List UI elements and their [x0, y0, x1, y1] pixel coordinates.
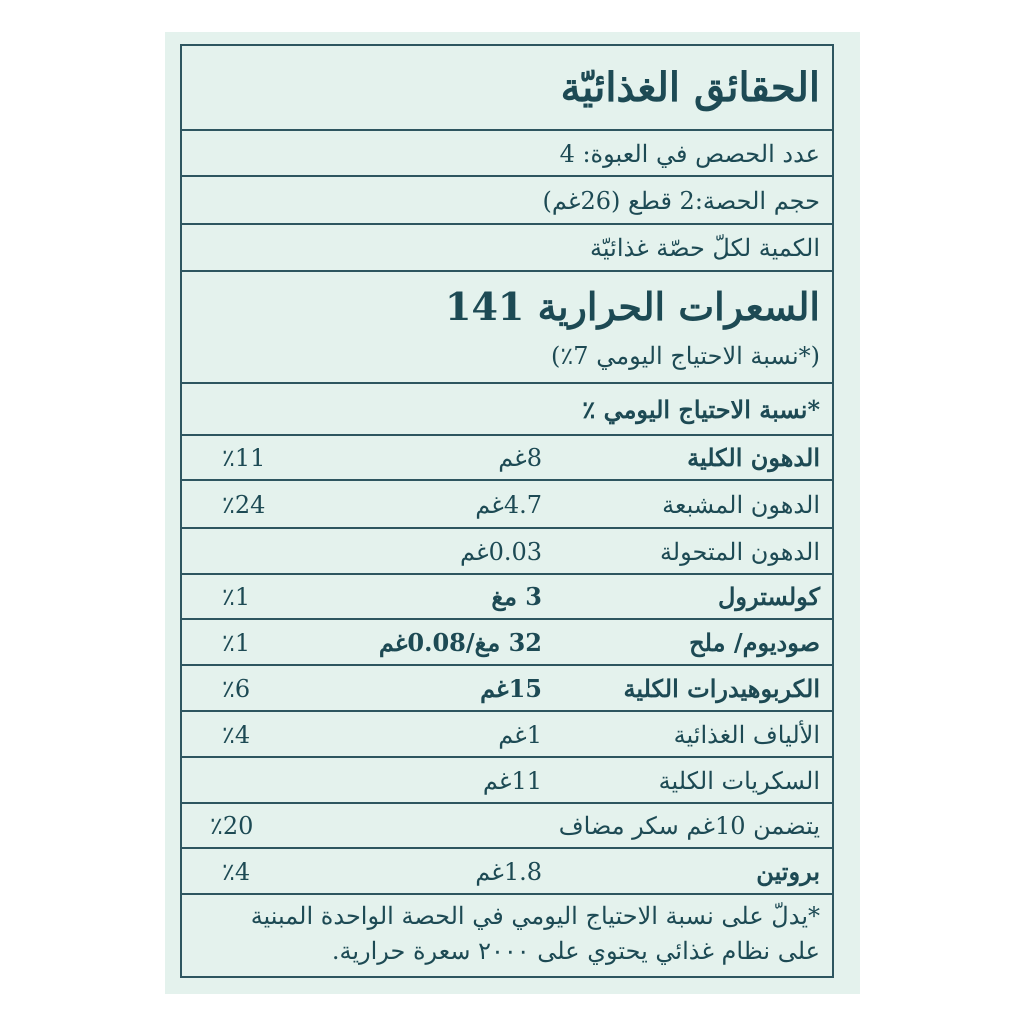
- nutrient-name: الألياف الغذائية: [673, 721, 820, 749]
- nutrient-amount: 4.7غم: [475, 491, 542, 519]
- added-sugar-text: يتضمن 10غم سكر مضاف: [558, 812, 820, 840]
- title-row: [182, 46, 832, 131]
- protein-name: بروتين: [756, 857, 820, 886]
- serving-size: حجم الحصة:2 قطع (26غم): [542, 187, 820, 215]
- nutrient-row: [182, 481, 832, 529]
- daily-value-header: *نسبة الاحتياج اليومي ٪: [582, 395, 820, 424]
- nutrient-daily-value: ٪1: [222, 583, 251, 611]
- nutrient-name: الكربوهيدرات الكلية: [623, 674, 820, 703]
- protein-daily-value: ٪4: [222, 858, 251, 886]
- nutrition-title: الحقائق الغذائيّة: [560, 64, 820, 111]
- amount-per-serving-row: [182, 225, 832, 272]
- nutrient-row: [182, 666, 832, 712]
- nutrient-name: صوديوم/ ملح: [689, 628, 820, 657]
- nutrient-daily-value: ٪11: [222, 444, 266, 472]
- nutrient-row: [182, 575, 832, 620]
- nutrient-row: [182, 620, 832, 666]
- nutrient-amount: 15غم: [480, 674, 542, 703]
- nutrient-amount: 0.03غم: [460, 538, 542, 566]
- nutrient-row: [182, 529, 832, 575]
- serving-size-row: [182, 177, 832, 225]
- nutrient-daily-value: ٪4: [222, 721, 251, 749]
- added-sugar-daily-value: ٪20: [210, 812, 254, 840]
- nutrient-amount: 3 مغ: [491, 582, 542, 611]
- amount-per-serving: الكمية لكلّ حصّة غذائيّة: [590, 234, 820, 262]
- added-sugar-row: [182, 804, 832, 849]
- calories-text: السعرات الحرارية 141: [445, 284, 820, 329]
- calories-daily-value: (*نسبة الاحتياج اليومي 7٪): [551, 342, 820, 370]
- nutrient-amount: 32 مغ/0.08غم: [378, 628, 542, 657]
- nutrient-name: الدهون المشبعة: [662, 491, 820, 519]
- footnote-row: [182, 895, 832, 976]
- nutrient-amount: 8غم: [498, 444, 542, 472]
- protein-amount: 1.8غم: [475, 858, 542, 886]
- nutrient-name: السكريات الكلية: [658, 767, 820, 795]
- footnote-line-1: *يدلّ على نسبة الاحتياج اليومي في الحصة الواحدة المبنية: [250, 902, 820, 930]
- nutrient-daily-value: ٪1: [222, 629, 251, 657]
- nutrient-amount: 1غم: [498, 721, 542, 749]
- nutrient-name: الدهون الكلية: [687, 443, 820, 472]
- nutrient-name: كولسترول: [717, 582, 820, 611]
- servings-per-pack: عدد الحصص في العبوة: 4: [559, 140, 820, 168]
- protein-row: [182, 849, 832, 895]
- calories-row: [182, 272, 832, 384]
- nutrient-name: الدهون المتحولة: [659, 538, 820, 566]
- nutrient-daily-value: ٪24: [222, 491, 266, 519]
- servings-row: [182, 131, 832, 177]
- footnote-line-2: على نظام غذائي يحتوي على ٢٠٠٠ سعرة حرارية.: [331, 937, 820, 965]
- nutrient-row: [182, 712, 832, 758]
- nutrient-row: [182, 758, 832, 804]
- nutrient-daily-value: ٪6: [222, 675, 251, 703]
- nutrient-amount: 11غم: [482, 767, 542, 795]
- nutrient-row: [182, 436, 832, 481]
- dv-header-row: [182, 384, 832, 436]
- nutrition-facts-panel: [180, 44, 834, 978]
